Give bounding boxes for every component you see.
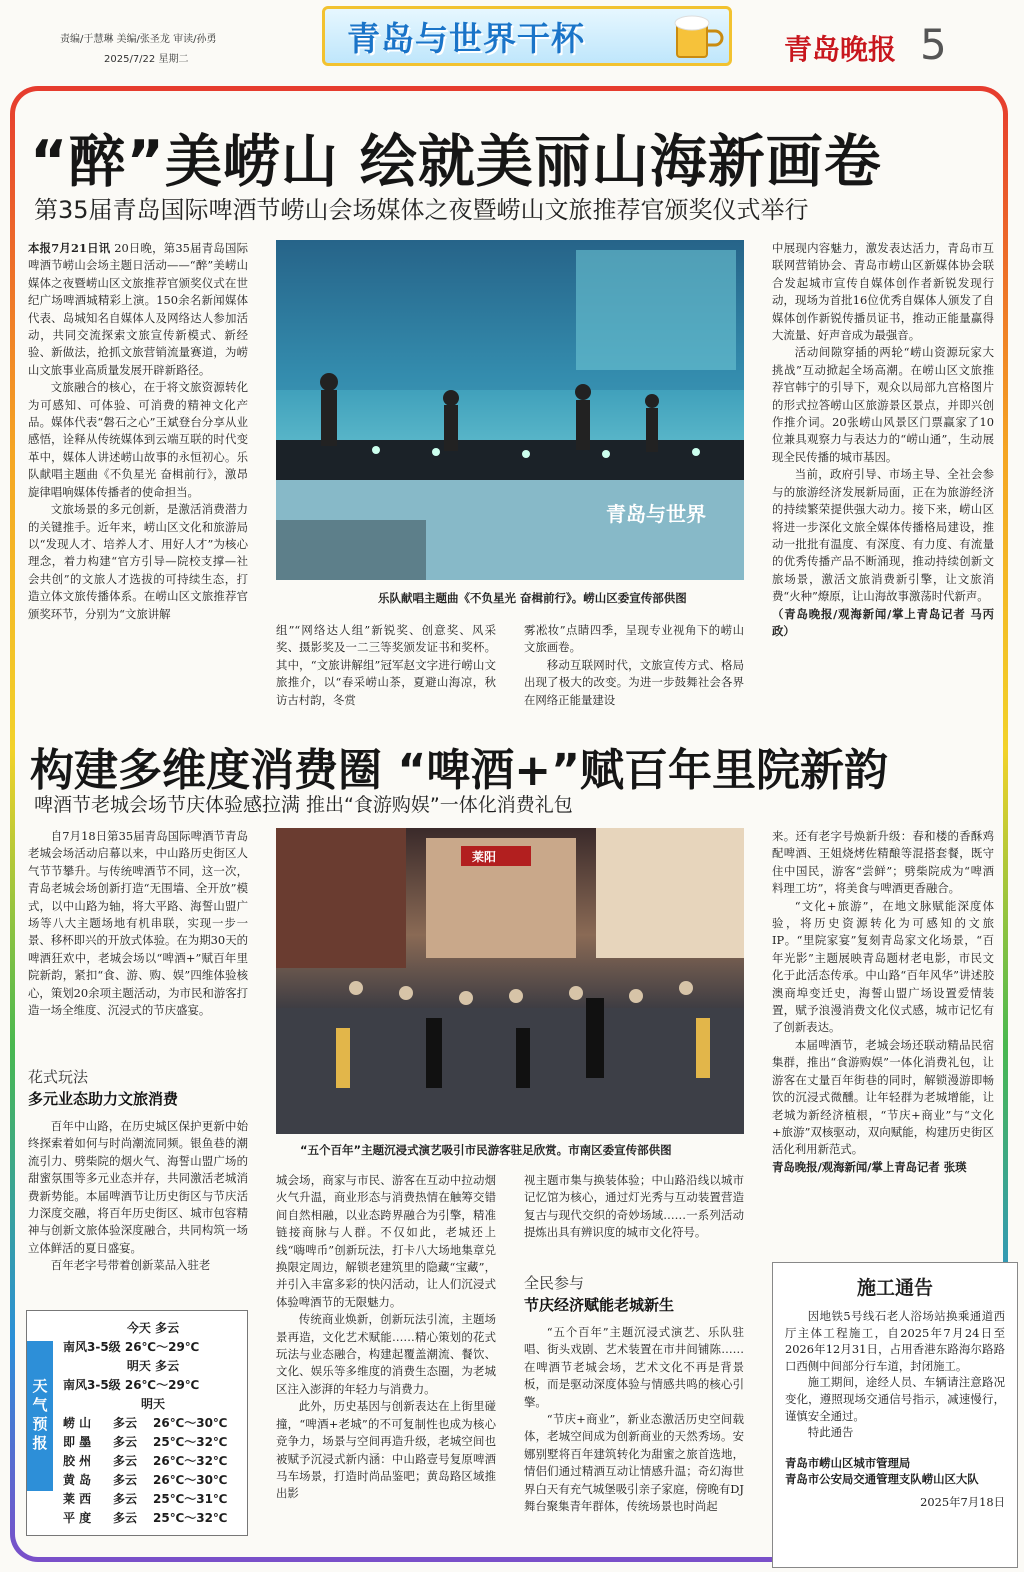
city-temperature: 25℃～31℃ <box>153 1492 228 1506</box>
city-name: 崂 山 <box>63 1416 92 1430</box>
weather-today: 今天 多云 <box>126 1321 180 1335</box>
concert-photo <box>276 240 744 580</box>
weather-forecast-box <box>26 1310 248 1536</box>
stage-sign-text: 青岛与世界 <box>606 502 706 526</box>
article2-column-3 <box>524 1172 744 1264</box>
weather-city-row <box>63 1490 243 1509</box>
article2-section2-title: 节庆经济赋能老城新生 <box>524 1296 675 1314</box>
weather-tomorrow: 明天 多云 <box>126 1359 180 1373</box>
weather-city-row <box>63 1433 243 1452</box>
shop-sign-text: 莱阳 <box>472 850 497 864</box>
newspaper-logo: 青岛晚报 <box>784 33 897 66</box>
section-banner <box>322 6 732 66</box>
article1-subtitle: 第35届青岛国际啤酒节崂山会场媒体之夜暨崂山文旅推荐官颁奖仪式举行 <box>34 196 809 224</box>
notice-paragraph: 因地铁5号线石老人浴场站换乘通道西厅主体工程施工，自2025年7月24日至2026年12月31日，占用香港东路海尔路路口西侧中间部分行车道，封闭施工。 <box>785 1309 1005 1373</box>
article2-section1-title: 多元业态助力文旅消费 <box>28 1090 179 1108</box>
city-condition: 多云 <box>113 1473 138 1487</box>
weather-city-row <box>63 1452 243 1471</box>
article1-column-2 <box>276 622 496 712</box>
article1-column-3 <box>524 622 744 712</box>
article1-column-1 <box>28 240 248 710</box>
city-temperature: 25℃～32℃ <box>153 1511 228 1525</box>
city-condition: 多云 <box>113 1416 138 1430</box>
city-temperature: 26℃～32℃ <box>153 1454 228 1468</box>
issue-date: 2025/7/22 星期二 <box>104 54 189 65</box>
article2-paragraph: 城会场，商家与市民、游客在互动中拉动烟火气升温，商业形态与消费热情在触筹交错间自然相融，以业态跨界融合为引擎，精准链接商脉与人群。不仅如此，老城还上线“嗨啤币”创新玩法，打卡八大场地集章兑换限定周边，解锁老建筑里的隐藏“宝藏”，并引入丰富多彩的快闪活动，让人们沉浸式体验啤酒节的无限魅力。 <box>276 1173 496 1309</box>
city-temperature: 26℃～30℃ <box>153 1473 228 1487</box>
article2-section1-label: 花式玩法 <box>28 1068 89 1086</box>
article2-paragraph: 来。还有老字号焕新升级：春和楼的香酥鸡配啤酒、王姐烧烤佐精酿等混搭套餐，既守住中国民，游客“尝鲜”；劈柴院成为“啤酒料理工坊”，将美食与啤酒更香融合。 <box>772 829 994 896</box>
article1-lead: 本报7月21日讯 <box>28 241 111 255</box>
notice-date: 2025年7月18日 <box>920 1494 1005 1509</box>
street-performance-photo <box>276 828 744 1134</box>
city-condition: 多云 <box>113 1454 138 1468</box>
city-temperature: 25℃～32℃ <box>153 1435 228 1449</box>
article2-intro-text: 自7月18日第35届青岛国际啤酒节青岛老城会场活动启幕以来，中山路历史街区人气节节攀升。与传统啤酒节不同，这一次，青岛老城会场创新打造“无围墙、全开放”模式，以中山路为轴，将大平路、海誓山盟广场等八大主题场地有机串联，实现一步一景、移杯即兴的开放式体验。在为期30天的啤酒狂欢中，老城会场以“啤酒+”赋百年里院新韵，紧扣“食、游、购、娱”四维体验核心，策划20余项主题活动，为市民和游客打造一场全维度、沉浸式的节庆盛宴。 <box>28 829 248 1018</box>
editor-credits: 责编/于慧琳 美编/张圣龙 审读/孙勇 <box>60 34 217 45</box>
city-name: 莱 西 <box>63 1492 92 1506</box>
article1-paragraph: 移动互联网时代，文旅宣传方式、格局出现了极大的改变。为进一步鼓舞社会各界在网络正能量建设 <box>524 657 744 707</box>
article2-intro <box>28 828 248 1058</box>
weather-city-row <box>63 1509 243 1528</box>
city-name: 胶 州 <box>63 1454 92 1468</box>
article2-paragraph: 百年老字号带着创新菜品入驻老 <box>50 1258 211 1273</box>
city-name: 黄 岛 <box>63 1473 92 1487</box>
notice-paragraph: 特此通告 <box>807 1425 854 1440</box>
city-name: 平 度 <box>63 1511 92 1525</box>
city-name: 即 墨 <box>63 1435 92 1449</box>
article2-paragraph: “文化+旅游”，在地文脉赋能深度体验，将历史资源转化为可感知的文旅IP。“里院家宴”复刻青岛家文化场景，“百年光影”主题展映青岛题材老电影，市民文化于此活态传承。中山路“百年风华”讲述胶澳商埠变迁史，海誓山盟广场设置爱情装置，赋予浪漫消费文化仪式感，城市记忆有了创新表达。 <box>772 898 994 1035</box>
notice-title: 施工通告 <box>856 1277 933 1299</box>
construction-notice <box>772 1262 1018 1568</box>
article2-byline: 青岛晚报/观海新闻/掌上青岛记者 张瑛 <box>772 1159 967 1174</box>
notice-paragraph: 施工期间，途经人员、车辆请注意路况变化，遵照现场交通信号指示，减速慢行，谨慎安全通过。 <box>785 1375 1005 1423</box>
concert-illustration <box>276 240 744 580</box>
weather-tomorrow-label: 明天 <box>140 1397 165 1411</box>
article1-column-4 <box>772 240 994 710</box>
article2-column-1 <box>28 1118 248 1298</box>
article2-section2-label: 全民参与 <box>524 1274 585 1292</box>
weather-tomorrow-wind: 南风3-5级 26℃～29℃ <box>63 1378 200 1392</box>
article2-paragraph: 视主题市集与换装体验；中山路沿线以城市记忆馆为核心，通过灯光秀与互动装置营造复古与现代交织的奇妙场域……一系列活动提炼出具有辨识度的城市文化符号。 <box>524 1173 744 1240</box>
weather-tab-label: 天气预报 <box>27 1341 53 1491</box>
article1-paragraph: 中展现内容魅力，激发表达活力，青岛市互联网营销协会、青岛市崂山区新媒体协会联合发起城市宣传自媒体创作者新锐发现行动，现场为首批16位优秀自媒体人颁发了自媒体创作新锐传播员证书，推动正能量赢得大流量、好声音成为最强音。 <box>772 241 994 343</box>
article1-paragraph: 文旅融合的核心，在于将文旅资源转化为可感知、可体验、可消费的精神文化产品。媒体代表“磐石之心”王斌登台分享从业感悟，诠释从传统媒体到云端互联的时代变革中，媒体人讲述崂山故事的永恒初心。乐队献唱主题曲《不负星光 奋楫前行》，激昂旋律唱响媒体传播者的使命担当。 <box>28 380 248 499</box>
notice-issuer: 青岛市崂山区城市管理局 <box>785 1455 911 1470</box>
article2-paragraph: 传统商业焕新，创新玩法引流，主题场景再造，文化艺术赋能……精心策划的花式玩法与业态融合，构建起覆盖潮流、餐饮、文化、娱乐等多维度的消费生态圈，为老城区注入澎湃的年轻力与消费力。 <box>276 1312 496 1396</box>
article1-paragraph: 文旅场景的多元创新，是激活消费潜力的关键推手。近年来，崂山区文化和旅游局以“发现人才、培养人才、用好人才”为核心理念，着力构建“官方引导—院校支撑—社会共创”的文旅人才选拔的可持续生态，打造立体文旅传播体系。在崂山区文旅推荐官颁奖环节，分别为“文旅讲解 <box>28 502 248 621</box>
article2-paragraph: 本届啤酒节，老城会场还联动精品民宿集群，推出“食游购娱”一体化消费礼包，让游客在丈量百年街巷的同时，解锁漫游即畅饮的沉浸式微醺。让年轻群为老城增能，让老城为新经济植根，“节庆+商业”与“文化+旅游”双核驱动，双向赋能，构建历史街区活化利用新范式。 <box>772 1037 994 1157</box>
article2-column-3-cont <box>524 1324 744 1558</box>
article2-title: 构建多维度消费圈 “啤酒+”赋百年里院新韵 <box>30 745 889 796</box>
article1-paragraph: 雾凇妆”点睛四季，呈现专业视角下的崂山文旅画卷。 <box>524 623 744 655</box>
article2-paragraph: 百年中山路，在历史城区保护更新中始终探索着如何与时尚潮流同频。银鱼巷的潮流引力、劈柴院的烟火气、海誓山盟广场的甜蜜氛围等多元业态并存，共同激活老城消费新势能。本届啤酒节让历史街区与节庆活力深度交融，将百年历史街区、城市包容精神与创新文旅体验深度融合，共同构筑一场立体鲜活的夏日盛宴。 <box>28 1119 248 1255</box>
article1-paragraph: 活动间隙穿插的两轮“崂山资源玩家大挑战”互动掀起全场高潮。在崂山区文旅推荐官韩宁的引导下，观众以局部九宫格图片的形式拉答崂山区旅游景区景点，并即兴创作推介词。20张崂山风景区门票赢家了10位兼具观察力与表达力的“崂山通”，生动展现全民传播的城市基因。 <box>772 345 994 464</box>
city-condition: 多云 <box>113 1435 138 1449</box>
article2-column-2 <box>276 1172 496 1558</box>
banner-title: 青岛与世界干杯 <box>347 18 585 58</box>
article2-paragraph: “五个百年”主题沉浸式演艺、乐队驻唱、街头戏剧、艺术装置在市井间铺陈……在啤酒节老城会场，艺术文化不再是背景板，而是驱动深度体验与情感共鸣的核心引擎。 <box>524 1325 744 1409</box>
city-temperature: 26℃～30℃ <box>153 1416 228 1430</box>
beer-mug-icon <box>669 13 725 61</box>
city-condition: 多云 <box>113 1511 138 1525</box>
weather-city-row <box>63 1414 243 1433</box>
article1-paragraph: 组”“网络达人组”新锐奖、创意奖、风采奖、摄影奖及一二三等奖颁发证书和奖杯。其中，“文旅讲解组”冠军赵文字进行崂山文旅推介，以“春采崂山茶，夏避山海凉，秋访古村韵，冬赏 <box>276 623 496 707</box>
weather-city-row <box>63 1471 243 1490</box>
article2-column-4 <box>772 828 994 1244</box>
article2-photo-caption: “五个百年”主题沉浸式演艺吸引市民游客驻足欣赏。市南区委宣传部供图 <box>300 1143 672 1157</box>
weather-today-wind: 南风3-5级 26℃～29℃ <box>63 1340 200 1354</box>
article1-byline: （青岛晚报/观海新闻/掌上青岛记者 马丙政） <box>772 606 994 638</box>
article2-paragraph: “节庆+商业”，新业态激活历史空间载体，老城空间成为创新商业的天然秀场。安娜别墅将百年建筑转化为甜蜜之旅首选地，情侣们通过精酒互动让情感升温；奇幻海世界白天有充气城堡吸引亲子家庭，傍晚有DJ舞台聚集青年群体，传统场景也时尚起 <box>524 1412 744 1514</box>
article2-paragraph: 此外，历史基因与创新表达在上街里碰撞，“啤酒+老城”的不可复制性也成为核心竞争力，场景与空间再造升级，老城空间也被赋予沉浸式新内涵：中山路壹号复原啤酒马车场景，打造时尚品鉴吧；黄岛路区域推出影 <box>276 1399 496 1501</box>
notice-issuer: 青岛市公安局交通管理支队崂山区大队 <box>785 1472 979 1487</box>
article2-subtitle: 啤酒节老城会场节庆体验感拉满 推出“食游购娱”一体化消费礼包 <box>34 794 573 816</box>
street-illustration <box>276 828 744 1134</box>
article1-paragraph: 当前，政府引导、市场主导、全社会参与的旅游经济发展新局面，正在为旅游经济的持续繁荣提供强大动力。接下来，崂山区将进一步深化文旅全媒体传播格局建设，推动一批批有温度、有深度、有力度、有流量的优秀传播产品不断涌现，推动持续创新文旅场景，激活文旅消费新引擎，让文旅消费“火种”燎原，让山海故事激荡时代新声。 <box>772 467 994 604</box>
article1-photo-caption: 乐队献唱主题曲《不负星光 奋楫前行》。崂山区委宣传部供图 <box>378 591 687 605</box>
city-condition: 多云 <box>113 1492 138 1506</box>
article1-title: “醉”美崂山 绘就美丽山海新画卷 <box>30 129 882 195</box>
page-number: 5 <box>920 20 947 69</box>
article1-paragraph: 20日晚，第35届青岛国际啤酒节崂山会场主题日活动——“醉”美崂山媒体之夜暨崂山区文旅推荐官颁奖仪式在世纪广场啤酒城精彩上演。150余名新闻媒体代表、岛城知名自媒体人及网络达人参加活动，共同交流探索文旅宣传新模式、新经验、新做法，抢抓文旅营销流量赛道，为崂山文旅事业高质量发展开辟新路径。 <box>28 241 248 377</box>
